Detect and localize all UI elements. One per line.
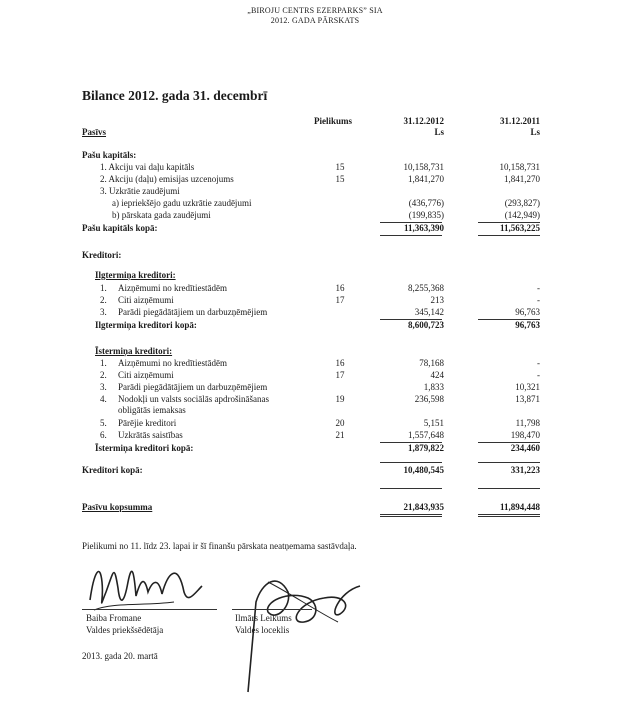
currency-label-2012: Ls (434, 127, 444, 137)
row-value-2011: (142,949) (504, 210, 540, 220)
company-name: „BIROJU CENTRS EZERPARKS” SIA (247, 6, 383, 15)
row-note: 17 (335, 295, 345, 305)
signature-line-1 (82, 609, 217, 610)
subtotal-rule (478, 462, 540, 463)
row-label: Ilgtermiņa kreditori kopā: (95, 320, 197, 330)
row-label: b) pārskata gada zaudējumi (112, 210, 211, 220)
row-value-2012: (199,835) (408, 210, 444, 220)
row-label: Parādi piegādātājiem un darbuzņēmējiem (118, 307, 268, 317)
row-label: Uzkrātās saistības (118, 430, 183, 440)
section-label: Pasīvs (82, 127, 107, 137)
table-row (0, 174, 630, 185)
grand-total-rule (478, 516, 540, 517)
row-number: 6. (100, 430, 107, 440)
table-row (0, 283, 630, 294)
table-row (0, 198, 630, 209)
row-label: Īstermiņa kreditori: (95, 346, 173, 356)
row-label: Pārējie kreditori (118, 418, 177, 428)
row-note: 17 (335, 370, 345, 380)
row-number: 5. (100, 418, 107, 428)
table-row (0, 320, 630, 331)
page-title: Bilance 2012. gada 31. decembrī (82, 88, 268, 103)
row-value-2012: 1,841,270 (408, 174, 444, 184)
row-note: 21 (335, 430, 345, 440)
table-row (0, 250, 630, 261)
row-value-2012: 236,598 (414, 394, 444, 404)
row-value-2011: - (537, 295, 540, 305)
row-value-2012: (436,776) (408, 198, 444, 208)
row-value-2012: 213 (430, 295, 444, 305)
row-value-2012: 78,168 (419, 358, 444, 368)
row-value-2011: 1,841,270 (504, 174, 540, 184)
row-number: 3. (100, 382, 107, 392)
row-label: Pašu kapitāls kopā: (82, 223, 158, 233)
row-label: obligātās iemaksas (118, 405, 186, 415)
row-value-2011: 10,321 (515, 382, 540, 392)
signer-1-title: Valdes priekšsēdētāja (86, 625, 164, 635)
row-label: 3. Uzkrātie zaudējumi (100, 186, 180, 196)
row-value-2011: 331,223 (510, 465, 540, 475)
row-value-2011: 96,763 (515, 307, 540, 317)
table-row (0, 502, 630, 513)
row-number: 1. (100, 358, 107, 368)
row-value-2012: 1,879,822 (408, 443, 444, 453)
row-label: Pasīvu kopsumma (82, 502, 153, 512)
total-rule (380, 235, 442, 236)
table-row (0, 358, 630, 369)
row-number: 4. (100, 394, 107, 404)
row-label: Citi aizņēmumi (118, 295, 174, 305)
table-row (0, 418, 630, 429)
row-value-2012: 10,480,545 (403, 465, 444, 475)
row-value-2012: 10,158,731 (403, 162, 444, 172)
row-label: a) iepriekšējo gadu uzkrātie zaudējumi (112, 198, 252, 208)
appendix-note: Pielikumi no 11. līdz 23. lapai ir šī finanšu pārskata neatņemama sastāvdaļa. (82, 541, 357, 551)
row-number: 2. (100, 295, 107, 305)
row-value-2012: 8,600,723 (408, 320, 444, 330)
signature-1 (84, 552, 214, 622)
row-value-2011: 96,763 (515, 320, 540, 330)
row-label: Aizņēmumi no kredītiestādēm (118, 283, 227, 293)
table-row (0, 346, 630, 357)
total-rule (478, 235, 540, 236)
report-subtitle: 2012. GADA PĀRSKATS (270, 16, 360, 25)
row-label: Īstermiņa kreditori kopā: (95, 443, 194, 453)
row-value-2012: 424 (430, 370, 444, 380)
row-value-2011: 11,563,225 (499, 223, 540, 233)
row-label: Parādi piegādātājiem un darbuzņēmējiem (118, 382, 268, 392)
row-value-2011: (293,827) (504, 198, 540, 208)
subtotal-rule (380, 462, 442, 463)
table-row (0, 210, 630, 221)
row-note: 15 (335, 174, 345, 184)
table-row (0, 295, 630, 306)
table-row (0, 405, 630, 416)
table-row (0, 443, 630, 454)
row-label: Kreditori kopā: (82, 465, 143, 475)
table-row (0, 270, 630, 281)
signer-2-name: Ilmārs Leikums (235, 613, 292, 623)
table-row (0, 382, 630, 393)
row-label: Aizņēmumi no kredītiestādēm (118, 358, 227, 368)
table-row (0, 150, 630, 161)
row-value-2012: 5,151 (423, 418, 444, 428)
row-value-2012: 1,833 (423, 382, 444, 392)
row-value-2012: 1,557,648 (408, 430, 444, 440)
row-number: 2. (100, 370, 107, 380)
row-value-2011: 234,460 (510, 443, 540, 453)
row-label: Nodokļi un valsts sociālās apdrošināšanas (118, 394, 269, 404)
table-row (0, 394, 630, 405)
row-value-2011: 198,470 (510, 430, 540, 440)
row-value-2012: 8,255,368 (408, 283, 444, 293)
column-header-note: Pielikums (313, 116, 352, 126)
row-value-2011: - (537, 283, 540, 293)
signing-date: 2013. gada 20. martā (82, 651, 158, 661)
row-label: 2. Akciju (daļu) emisijas uzcenojums (100, 174, 234, 184)
row-value-2011: 13,871 (515, 394, 540, 404)
row-note: 15 (335, 162, 345, 172)
row-label: Ilgtermiņa kreditori: (95, 270, 176, 280)
row-value-2011: - (537, 358, 540, 368)
total-rule (478, 488, 540, 489)
row-value-2012: 11,363,390 (403, 223, 444, 233)
grand-total-rule (380, 514, 442, 515)
row-label: Pašu kapitāls: (82, 150, 137, 160)
row-label: Kreditori: (82, 250, 122, 260)
total-rule (380, 488, 442, 489)
row-note: 16 (335, 283, 345, 293)
row-note: 16 (335, 358, 345, 368)
signature-line-2 (232, 609, 312, 610)
table-row (0, 370, 630, 381)
row-value-2011: 10,158,731 (499, 162, 540, 172)
grand-total-rule (380, 516, 442, 517)
table-row (0, 430, 630, 441)
table-row (0, 307, 630, 318)
row-note: 19 (335, 394, 345, 404)
row-label: 1. Akciju vai daļu kapitāls (100, 162, 195, 172)
signer-2-title: Valdes loceklis (235, 625, 290, 635)
table-row (0, 223, 630, 234)
table-row (0, 186, 630, 197)
currency-label-2011: Ls (530, 127, 540, 137)
row-label: Citi aizņēmumi (118, 370, 174, 380)
row-value-2011: 11,798 (515, 418, 540, 428)
table-row (0, 162, 630, 173)
row-value-2011: - (537, 370, 540, 380)
column-header-2011: 31.12.2011 (499, 116, 540, 126)
signer-1-name: Baiba Fromane (86, 613, 142, 623)
row-value-2012: 345,142 (414, 307, 444, 317)
row-value-2012: 21,843,935 (403, 502, 444, 512)
row-note: 20 (335, 418, 345, 428)
row-value-2011: 11,894,448 (499, 502, 540, 512)
table-row (0, 465, 630, 476)
row-number: 1. (100, 283, 107, 293)
column-header-2012: 31.12.2012 (403, 116, 444, 126)
grand-total-rule (478, 514, 540, 515)
row-number: 3. (100, 307, 107, 317)
